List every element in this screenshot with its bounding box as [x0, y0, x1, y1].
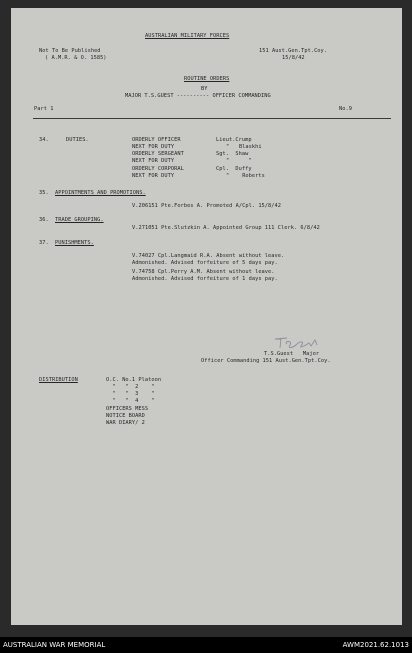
separator-line: [33, 118, 391, 119]
footer-accession-number: AWM2021.62.1013: [342, 641, 409, 649]
punishment-line: Admonished. Advised forfeiture of 5 days pay.: [132, 260, 278, 266]
order-number: No.9: [339, 106, 352, 112]
duty-name: " Roberts: [226, 173, 265, 179]
duty-role: NEXT FOR DUTY: [132, 144, 175, 150]
document-header: AUSTRALIAN MILITARY FORCES: [145, 33, 230, 39]
punishment-line: V.74027 Cpl.Langmaid R.A. Absent without leave.: [132, 253, 285, 259]
punishment-line: V.74758 Cpl.Perry A.M. Absent without leave.: [132, 269, 275, 275]
section-number: 35.: [39, 190, 49, 196]
unit-name: 151 Aust.Gen.Tpt.Coy.: [259, 48, 328, 54]
trade-entry: V.271051 Pte.Slutzkin A. Appointed Group 111 Clerk. 6/8/42: [132, 225, 320, 231]
distribution-line: OFFICERS MESS: [106, 406, 149, 412]
duty-name: " Blaskhi: [226, 144, 262, 150]
duty-name: " ": [226, 158, 252, 164]
section-heading-punishments: PUNISHMENTS.: [55, 240, 94, 246]
section-heading-trade: TRADE GROUPING.: [55, 217, 104, 223]
duty-role: ORDERLY CORPORAL: [132, 166, 184, 172]
restriction-reference: ( A.M.R. & O. 1585): [45, 55, 107, 61]
by-line: BY: [201, 86, 208, 92]
section-number: 36.: [39, 217, 49, 223]
duty-name: Cpl. Duffy: [216, 166, 252, 172]
section-number: 37.: [39, 240, 49, 246]
commander-line: MAJOR T.S.GUEST ---------- OFFICER COMMANDING: [125, 93, 271, 99]
distribution-line: " " 3 ": [106, 391, 155, 397]
duty-name: Sgt. Shaw: [216, 151, 249, 157]
distribution-label: DISTRIBUTION: [39, 377, 78, 383]
order-date: 15/8/42: [282, 55, 305, 61]
section-heading-appointments: APPOINTMENTS AND PROMOTIONS.: [55, 190, 146, 196]
duty-role: ORDERLY OFFICER: [132, 137, 181, 143]
duty-role: NEXT FOR DUTY: [132, 158, 175, 164]
restriction-notice: Not To Be Published: [39, 48, 101, 54]
signatory-name: T.S.Guest Major: [264, 351, 320, 357]
duty-name: Lieut.Crump: [216, 137, 252, 143]
section-heading-duties: DUTIES.: [66, 137, 89, 143]
footer-source: AUSTRALIAN WAR MEMORIAL: [3, 641, 106, 649]
section-number: 34.: [39, 137, 49, 143]
signatory-title: Officer Commanding 151 Aust.Gen.Tpt.Coy.: [201, 358, 331, 364]
part-label: Part 1: [34, 106, 54, 112]
duty-role: ORDERLY SERGEANT: [132, 151, 184, 157]
distribution-line: WAR DIARY/ 2: [106, 420, 145, 426]
appointment-entry: V.206151 Pte.Forbes A. Promoted A/Cpl. 15/8/42: [132, 203, 281, 209]
punishment-line: Admonished. Advised forfeiture of 1 days pay.: [132, 276, 278, 282]
distribution-line: O.C. No.1 Platoon: [106, 377, 162, 383]
footer-bar: [0, 637, 412, 653]
duty-role: NEXT FOR DUTY: [132, 173, 175, 179]
distribution-line: " " 4 ": [106, 398, 155, 404]
document-title: ROUTINE ORDERS: [184, 76, 230, 82]
distribution-line: " " 2 ": [106, 384, 155, 390]
distribution-line: NOTICE BOARD: [106, 413, 145, 419]
document-page: [11, 8, 402, 625]
